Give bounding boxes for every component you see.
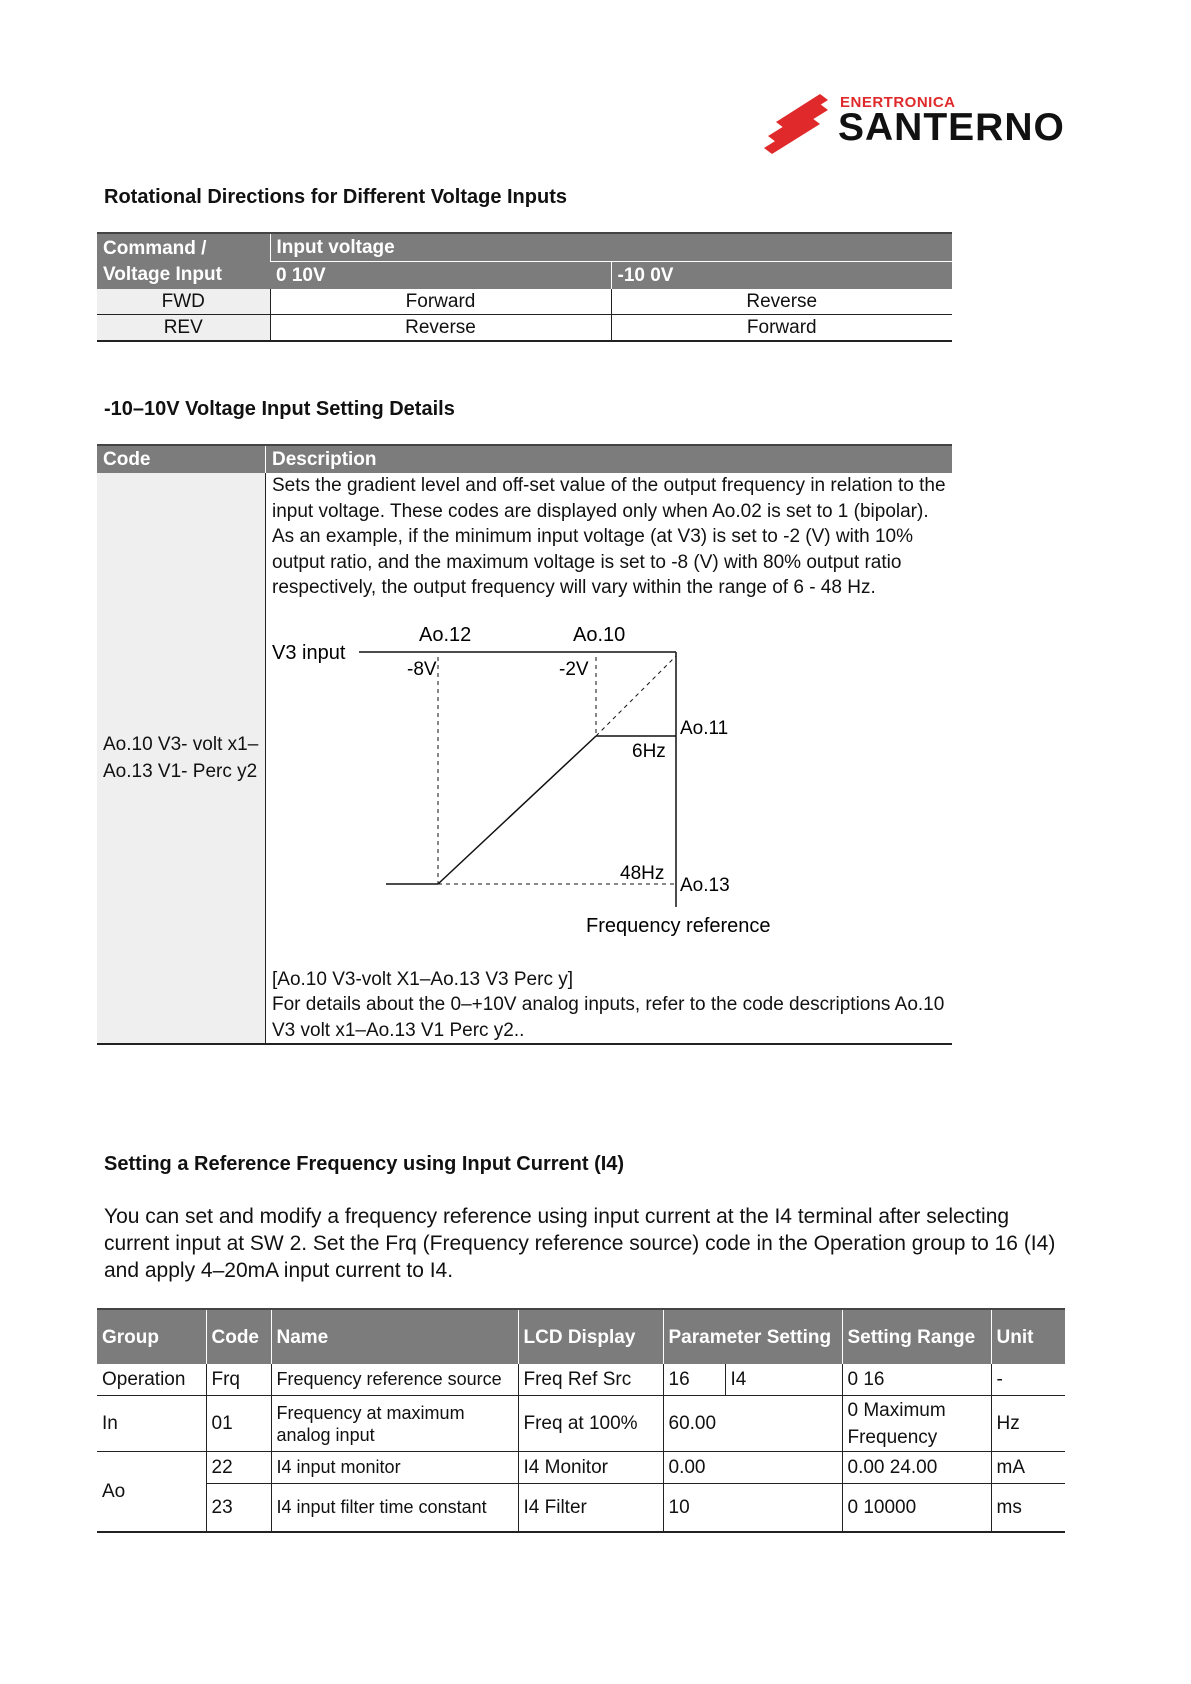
cell-range: 0 10000	[842, 1484, 991, 1532]
cell-group: In	[97, 1396, 206, 1452]
description-paragraph: Sets the gradient level and off-set value of the output frequency in relation to the input voltage. These codes are displayed only when Ao.02 is set to 1 (bipolar).	[272, 475, 946, 522]
table-row	[97, 1396, 1065, 1452]
cell-code: Frq	[206, 1364, 271, 1396]
header-parameter-setting: Parameter Setting	[663, 1309, 842, 1364]
logo-text-top: ENERTRONICA	[840, 94, 956, 111]
cell-code: 22	[206, 1452, 271, 1484]
cell-unit: -	[991, 1364, 1065, 1396]
cell-range: 0.00 24.00	[842, 1452, 991, 1484]
label-ao12: Ao.12	[419, 623, 472, 646]
header-group: Group	[97, 1309, 206, 1364]
label-ao10: Ao.10	[573, 623, 626, 646]
cell-lcd: I4 Filter	[518, 1484, 663, 1532]
label-neg2v: -2V	[559, 658, 589, 680]
cell-group: Operation	[97, 1364, 206, 1396]
cell-param: 60.00	[663, 1396, 842, 1452]
code-line: Ao.10 V3- volt x1–	[103, 734, 259, 755]
header-neg10-0v: -10 0V	[611, 262, 952, 290]
header-description: Description	[266, 445, 953, 473]
cell-command: FWD	[97, 289, 270, 315]
header-setting-range: Setting Range	[842, 1309, 991, 1364]
cell-range: 0 16	[842, 1364, 991, 1396]
cell-name: I4 input filter time constant	[271, 1484, 518, 1532]
cell-lcd: Freq at 100%	[518, 1396, 663, 1452]
voltage-setting-table	[97, 444, 952, 1045]
cell-lcd: I4 Monitor	[518, 1452, 663, 1484]
header-voltage-input-label: Voltage Input	[103, 263, 222, 285]
logo-text-main: SANTERNO	[838, 106, 1065, 149]
header-command-label: Command /	[103, 237, 207, 259]
header-input-voltage: Input voltage	[270, 233, 952, 262]
v3-input-frequency-diagram	[266, 607, 946, 947]
cell-direction: Reverse	[270, 315, 611, 342]
table-row	[97, 289, 952, 315]
description-footnote: For details about the 0–+10V analog inputs, refer to the code descriptions Ao.10 V3 volt x1–Ao.13 V1 Perc y2..	[272, 994, 945, 1041]
label-neg8v: -8V	[407, 658, 437, 680]
cell-unit: ms	[991, 1484, 1065, 1532]
dashed-diagonal	[596, 656, 676, 736]
cell-unit: Hz	[991, 1396, 1065, 1452]
description-paragraph: As an example, if the minimum input voltage (at V3) is set to -2 (V) with 10% output ratio, and the maximum voltage is set to -8 (V) with 80% output ratio respectively, the output frequency will vary within the range of 6 - 48 Hz.	[272, 526, 913, 598]
cell-direction: Reverse	[611, 289, 952, 315]
label-ao13: Ao.13	[680, 874, 730, 896]
section3-body: You can set and modify a frequency reference using input current at the I4 terminal after selecting current input at SW 2. Set the Frq (Frequency reference source) code in the Operation group to 16 (I4) and apply 4–20mA input current to I4.	[104, 1205, 1056, 1282]
label-6hz: 6Hz	[632, 740, 666, 762]
rotation-direction-table	[97, 232, 952, 342]
table-row	[97, 315, 952, 342]
label-ao11: Ao.11	[680, 717, 729, 739]
cell-name: Frequency at maximum analog input	[271, 1396, 518, 1452]
cell-name: I4 input monitor	[271, 1452, 518, 1484]
section3-title: Setting a Reference Frequency using Input Current (I4)	[104, 1153, 625, 1175]
cell-param-option: I4	[725, 1364, 842, 1396]
cell-param: 16	[663, 1364, 725, 1396]
code-line: Ao.13 V1- Perc y2	[103, 761, 258, 782]
cell-param: 0.00	[663, 1452, 842, 1484]
label-frequency-reference: Frequency reference	[586, 914, 771, 937]
header-unit: Unit	[991, 1309, 1065, 1364]
cell-range: 0 Maximum Frequency	[842, 1396, 991, 1452]
cell-param: 10	[663, 1484, 842, 1532]
cell-code: 23	[206, 1484, 271, 1532]
cell-unit: mA	[991, 1452, 1065, 1484]
header-0-10v: 0 10V	[270, 262, 611, 290]
header-name: Name	[271, 1309, 518, 1364]
header-code: Code	[97, 445, 266, 473]
table-row	[97, 1484, 1065, 1532]
table-row	[97, 1452, 1065, 1484]
company-logo	[762, 88, 1072, 158]
santerno-logo-mark-icon	[762, 92, 836, 154]
cell-direction: Forward	[270, 289, 611, 315]
section2-title: -10–10V Voltage Input Setting Details	[104, 398, 455, 420]
header-lcd-display: LCD Display	[518, 1309, 663, 1364]
label-48hz: 48Hz	[620, 862, 665, 884]
cell-direction: Forward	[611, 315, 952, 342]
cell-group: Ao	[97, 1452, 206, 1532]
table-row	[97, 473, 952, 1044]
code-cell	[97, 473, 266, 1044]
cell-code: 01	[206, 1396, 271, 1452]
gradient-line	[438, 736, 596, 884]
header-command-voltage	[97, 233, 270, 289]
header-code: Code	[206, 1309, 271, 1364]
label-v3-input: V3 input	[272, 641, 346, 664]
description-footnote: [Ao.10 V3-volt X1–Ao.13 V3 Perc y]	[272, 968, 574, 990]
description-cell	[266, 473, 953, 1044]
i4-parameter-table	[97, 1308, 1065, 1533]
cell-name: Frequency reference source	[271, 1364, 518, 1396]
cell-command: REV	[97, 315, 270, 342]
section1-title: Rotational Directions for Different Voltage Inputs	[104, 186, 567, 208]
table-row	[97, 1364, 1065, 1396]
cell-lcd: Freq Ref Src	[518, 1364, 663, 1396]
